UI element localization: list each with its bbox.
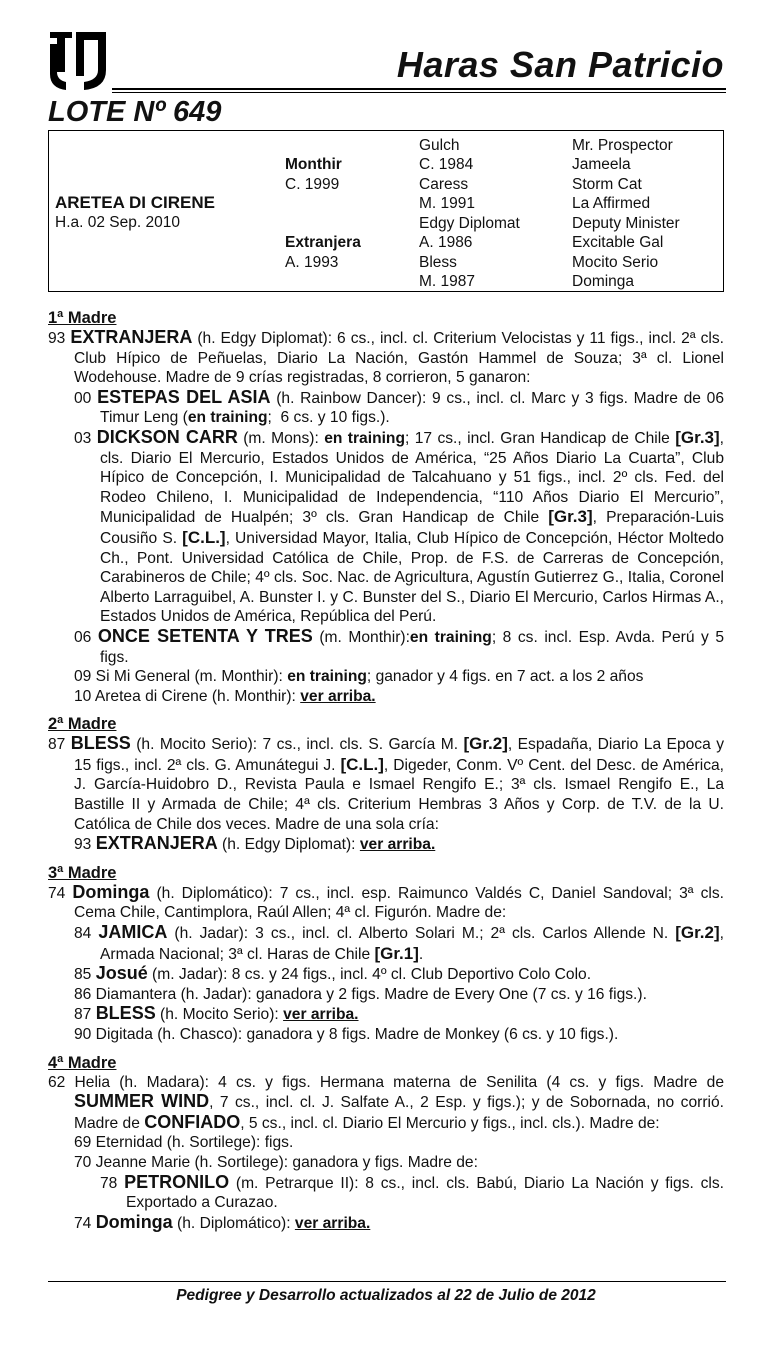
produce-entry: 84 JAMICA (h. Jadar): 3 cs., incl. cl. Alberto Solari M.; 2ª cls. Carlos Allende N. [Gr.2], Armada Nacional; 3ª cl. Haras de Chile [Gr.1]. — [74, 922, 724, 963]
footer-rule — [48, 1281, 726, 1282]
horse-info: H.a. 02 Sep. 2010 — [55, 214, 180, 231]
horse-name: ARETEA DI CIRENE — [55, 193, 215, 212]
ggparent: Mocito Serio — [572, 254, 659, 271]
produce-entry: 00 ESTEPAS DEL ASIA (h. Rainbow Dancer): 9 cs., incl. cl. Marc y 3 figs. Madre de 06 Timur Leng (en training; 6 cs. y 10 figs.). — [74, 386, 724, 427]
granddam-2: Bless — [419, 254, 457, 271]
dam-entry: 87 BLESS (h. Mocito Serio): 7 cs., incl. cls. S. García M. [Gr.2], Espadaña, Diario La Epoca y 15 figs., incl. 2ª cls. G. Amunátegui J. [C.L.], Digeder, Conm. Vº Cent. del Desc. de América, J. García-Huidobro D., Revista Paula e Ismael Rengifo E.; 3ª cls. Ismael Rengifo E., La Bastille II y Armada de Chile; 4ª cls. Criterium Hembras 3 Años y Corp. de T.V. de la U. Católica de Chile dos veces. Madre de una sola cría: — [48, 733, 724, 833]
section-heading: 2ª Madre — [48, 715, 117, 734]
grandsire-2-info: A. 1986 — [419, 234, 473, 251]
grandsire-1-info: C. 1984 — [419, 156, 474, 173]
ggparent: Jameela — [572, 156, 631, 173]
dam-info: A. 1993 — [285, 254, 339, 271]
produce-entry: 90 Digitada (h. Chasco): ganadora y 8 figs. Madre de Monkey (6 cs. y 10 figs.). — [74, 1026, 619, 1043]
grandsire-2: Edgy Diplomat — [419, 215, 520, 232]
dam-entry: 62 Helia (h. Madara): 4 cs. y figs. Hermana materna de Senilita (4 cs. y figs. Madre de SUMMER WIND, 7 cs., incl. cl. J. Salfate A., 2 Esp. y figs.); y de Sobornada, no corrió. Madre de CONFIADO, 5 cs., incl. cl. Diario El Mercurio y figs., incl. cls.). Madre de: — [48, 1073, 724, 1132]
produce-entry: 93 EXTRANJERA (h. Edgy Diplomat): ver arriba. — [74, 833, 436, 854]
produce-entry: 69 Eternidad (h. Sortilege): figs. — [74, 1134, 294, 1152]
ggparent: Storm Cat — [572, 176, 642, 193]
brand-title: Haras San Patricio — [396, 44, 724, 85]
granddam-1: Caress — [419, 176, 469, 193]
produce-entry: 70 Jeanne Marie (h. Sortilege): ganadora y figs. Madre de: — [74, 1153, 478, 1171]
produce-entry: 09 Si Mi General (m. Monthir): en training; ganador y 4 figs. en 7 act. a los 2 años — [74, 668, 644, 686]
granddam-2-info: M. 1987 — [419, 273, 476, 290]
sire-name: Monthir — [285, 156, 342, 173]
grandsire-1: Gulch — [419, 137, 460, 154]
produce-entry: 87 BLESS (h. Mocito Serio): ver arriba. — [74, 1003, 359, 1024]
sire-info: C. 1999 — [285, 176, 340, 193]
dam-name: Extranjera — [285, 234, 361, 251]
ggparent: Excitable Gal — [572, 234, 664, 251]
produce-entry: 78 PETRONILO (m. Petrarque II): 8 cs., incl. cls. Babú, Diario La Nación y figs. cls. Exportado a Curazao. — [100, 1171, 725, 1212]
ggparent: La Affirmed — [572, 195, 651, 212]
ggparent: Dominga — [572, 273, 635, 290]
footer-note: Pedigree y Desarrollo actualizados al 22 de Julio de 2012 — [176, 1287, 596, 1304]
produce-entry: 06 ONCE SETENTA Y TRES (m. Monthir):en training; 8 cs. incl. Esp. Avda. Perú y 5 figs. — [74, 625, 725, 666]
lot-number: LOTE Nº 649 — [48, 96, 222, 128]
produce-entry: 86 Diamantera (h. Jadar): ganadora y 2 figs. Madre de Every One (7 cs. y 16 figs.). — [74, 985, 647, 1003]
header-rule-thin — [112, 92, 726, 93]
dam-entry: 93 EXTRANJERA (h. Edgy Diplomat): 6 cs., incl. cl. Criterium Velocistas y 11 figs., incl. 2ª cls. Club Hípico de Peñuelas, Diario La Nación, Gastón Hammel de Souza; 3ª cl. Lionel Wodehouse. Madre de 9 crías registradas, 8 corrieron, 5 ganaron: — [48, 327, 724, 387]
produce-entry: 74 Dominga (h. Diplomático): ver arriba. — [74, 1211, 371, 1232]
produce-entry: 03 DICKSON CARR (m. Mons): en training; 17 cs., incl. Gran Handicap de Chile [Gr.3], cls. Diario El Mercurio, Estados Unidos de América, “25 Años Diario La Cuarta”, Club Hípico de Concepción, I. Municipalidad de Talcahuano y 51 figs., incl. 2º cls. Fed. del Rodeo Chileno, I. Municipalidad de Independencia, “110 Años Diario El Mercurio”, Municipalidad de Hualpén; 3º cls. Gran Handicap de Chile [Gr.3], Preparación-Luis Cousiño S. [C.L.], Universidad Mayor, Italia, Club Hípico de Concepción, Héctor Moltedo Ch., Pont. Universidad Católica de Chile, Prop. de F.S. de Carreras de Concepción, Carabineros de Chile; 4º cls. Soc. Nac. de Agricultura, Agustín Gutierrez G., Italia, Coronel Alberto Larraguibel, A. Bunster I. y C. Bunster del S., Diario El Mercurio, Carlos Hirmas A., Estados Unidos de América, República del Perú. — [74, 426, 725, 626]
ggparent: Mr. Prospector — [572, 137, 673, 154]
dam-entry: 74 Dominga (h. Diplomático): 7 cs., incl. esp. Raimunco Valdés C, Daniel Sandoval; 3ª cls. Cema Chile, Cantimplora, Raúl Allen; 4ª cl. Figurón. Madre de: — [48, 881, 724, 922]
section-heading: 1ª Madre — [48, 309, 117, 327]
haras-logo-icon — [48, 30, 108, 92]
ggparent: Deputy Minister — [572, 215, 680, 232]
produce-record — [48, 302, 724, 1233]
header-rule — [112, 88, 726, 90]
granddam-1-info: M. 1991 — [419, 195, 476, 212]
section-heading: 4ª Madre — [48, 1053, 117, 1072]
produce-entry: 10 Aretea di Cirene (h. Monthir): ver arriba. — [74, 687, 376, 705]
produce-entry: 85 Josué (m. Jadar): 8 cs. y 24 figs., incl. 4º cl. Club Deportivo Colo Colo. — [74, 963, 592, 984]
section-heading: 3ª Madre — [48, 863, 117, 882]
pedigree-table — [48, 130, 724, 292]
